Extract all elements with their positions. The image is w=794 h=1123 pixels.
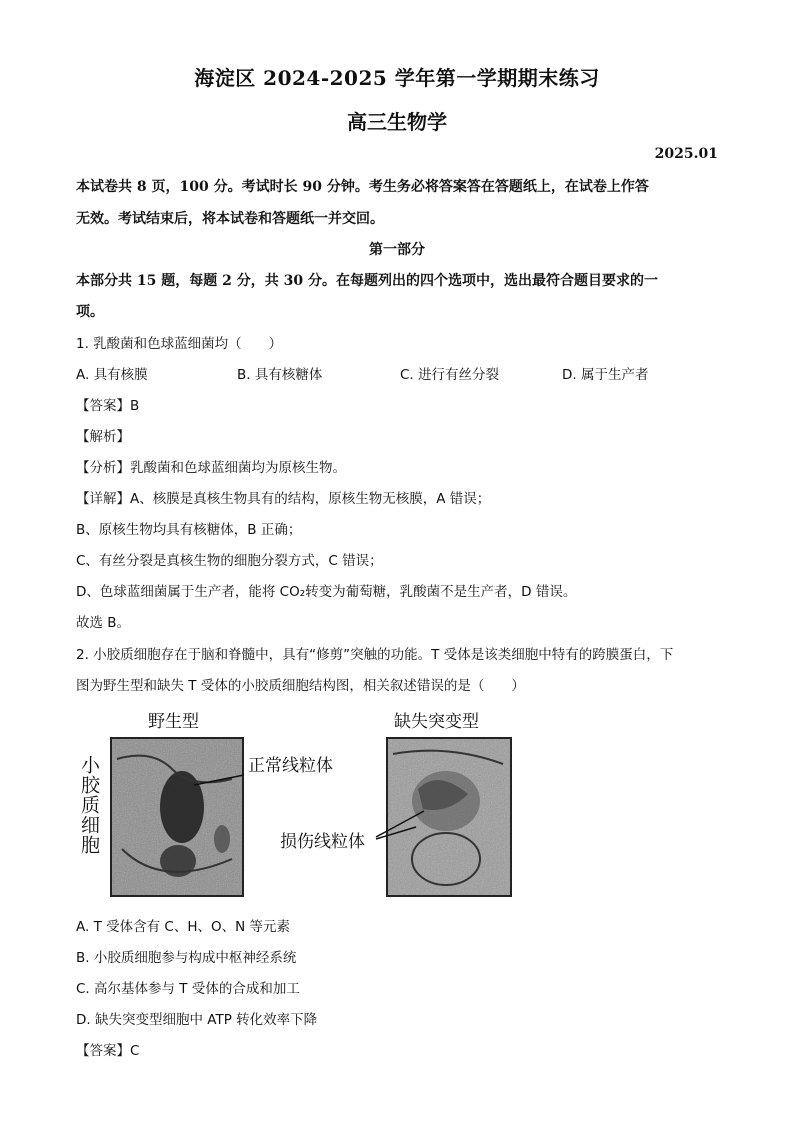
q1-option-a: A. 具有核膜: [76, 367, 148, 383]
q1-option-d: D. 属于生产者: [562, 367, 649, 383]
label-microglia: 小胶质细胞: [78, 755, 100, 855]
figure-pointers: [76, 703, 516, 903]
q1-explain-b: B、原核生物均具有核糖体，B 正确；: [76, 522, 302, 538]
part-title: 第一部分: [369, 242, 425, 258]
exam-title: 海淀区 2024-2025 学年第一学期期末练习: [194, 66, 600, 90]
q2-option-b: B. 小胶质细胞参与构成中枢神经系统: [76, 950, 297, 966]
part-instructions-2: 项。: [76, 304, 104, 320]
exam-date: 2025.01: [654, 146, 718, 162]
label-normal-mitochondria: 正常线粒体: [248, 756, 333, 776]
q2-stem-2: 图为野生型和缺失 T 受体的小胶质细胞结构图，相关叙述错误的是（ ）: [76, 678, 525, 694]
q1-xiangjie: 【详解】A、核膜是真核生物具有的结构，原核生物无核膜，A 错误；: [76, 491, 491, 507]
label-damaged-mitochondria: 损伤线粒体: [280, 832, 365, 852]
q1-explain-c: C、有丝分裂是真核生物的细胞分裂方式，C 错误；: [76, 553, 383, 569]
q1-option-c: C. 进行有丝分裂: [400, 367, 500, 383]
q1-explain-d: D、色球蓝细菌属于生产者，能将 CO₂转变为葡萄糖，乳酸菌不是生产者，D 错误。: [76, 584, 577, 600]
q2-figure: [76, 703, 516, 903]
damaged-pointer: [376, 811, 424, 837]
intro-line-1: 本试卷共 8 页，100 分。考试时长 90 分钟。考生务必将答案答在答题纸上，在试卷上作答: [76, 179, 649, 195]
q1-stem: 1. 乳酸菌和色球蓝细菌均（ ）: [76, 336, 283, 352]
label-wild-type: 野生型: [148, 712, 199, 732]
q1-answer: 【答案】B: [76, 398, 140, 414]
q2-stem-1: 2. 小胶质细胞存在于脑和脊髓中，具有“修剪”突触的功能。T 受体是该类细胞中特有的跨膜蛋白，下: [76, 647, 674, 663]
intro-line-2: 无效。考试结束后，将本试卷和答题纸一并交回。: [76, 211, 384, 227]
normal-pointer: [194, 775, 244, 785]
q2-answer: 【答案】C: [76, 1043, 140, 1059]
q1-option-b: B. 具有核糖体: [237, 367, 323, 383]
q2-option-d: D. 缺失突变型细胞中 ATP 转化效率下降: [76, 1012, 318, 1028]
exam-subject: 高三生物学: [347, 110, 447, 134]
q1-analysis-label: 【解析】: [76, 429, 130, 445]
q1-fenxi: 【分析】乳酸菌和色球蓝细菌均为原核生物。: [76, 460, 346, 476]
q2-option-c: C. 高尔基体参与 T 受体的合成和加工: [76, 981, 300, 997]
label-mutant: 缺失突变型: [394, 712, 479, 732]
part-instructions-1: 本部分共 15 题，每题 2 分，共 30 分。在每题列出的四个选项中，选出最符合题目要求的一: [76, 273, 658, 289]
q1-conclusion: 故选 B。: [76, 615, 131, 631]
q2-option-a: A. T 受体含有 C、H、O、N 等元素: [76, 919, 291, 935]
